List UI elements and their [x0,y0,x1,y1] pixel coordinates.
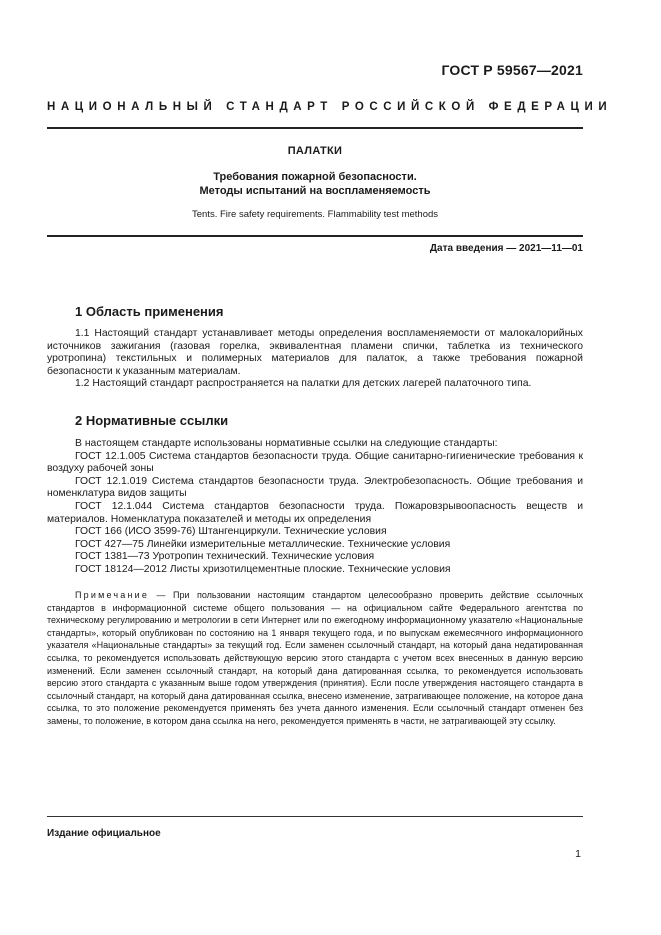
paragraph-1-1: 1.1 Настоящий стандарт устанавливает методы определения воспламеняемости от малокалорийных источников зажигания (газовая горелка, эквивалентная пламени спички, таблетка из технического уротропина) текстильных и полимерных материалов для палаток, а также требования пожарной безопасности к указанным материалам. [47,328,583,377]
section-2-heading: 2 Нормативные ссылки [75,413,229,428]
english-title: Tents. Fire safety requirements. Flammability test methods [191,209,439,220]
subtitle-line-1: Требования пожарной безопасности. [213,171,417,183]
page-number: 1 [575,848,581,860]
paragraph-1-2: 1.2 Настоящий стандарт распространяется на палатки для детских лагерей палаточного типа. [75,378,532,390]
national-standard-heading: НАЦИОНАЛЬНЫЙ СТАНДАРТ РОССИЙСКОЙ ФЕДЕРАЦИИ [47,101,613,113]
footer-rule [47,816,583,817]
references-intro: В настоящем стандарте использованы нормативные ссылки на следующие стандарты: [75,438,498,449]
top-rule [47,127,583,129]
title-rule [47,235,583,237]
reference-item: ГОСТ 166 (ИСО 3599-76) Штангенциркули. Технические условия [75,526,387,538]
reference-item: ГОСТ 12.1.044 Система стандартов безопасности труда. Пожаровзрывоопасность веществ и материалов. Номенклатура показателей и методы их определения [47,500,583,525]
note-text: — При пользовании настоящим стандартом целесообразно проверить действие ссылочных стандартов в информационной системе общего пользования — на официальном сайте Федерального агентства по техническому регулированию и метрологии в сети Интернет или по ежегодному информационному указателю «Национальные стандарты», который опубликован по состоянию на 1 января текущего года, и по выпускам ежемесячного информационного указателя «Национальные стандарты» за текущий год. Если заменен ссылочный стандарт, на который дана недатированная ссылка, то рекомендуется использовать действующую версию этого стандарта с учетом всех внесенных в данную версию изменений. Если заменен ссылочный стандарт, на который дана датированная ссылка, то рекомендуется использовать версию этого стандарта с указанным выше годом утверждения (принятия). Если после утверждения настоящего стандарта в ссылочный стандарт, на который дана датированная ссылка, внесено изменение, затрагивающее положение, на которое дана ссылка, то это положение рекомендуется применять без учета данного изменения. Если ссылочный стандарт отменен без замены, то положение, в котором дана ссылка на него, рекомендуется применять в части, не затрагивающей эту ссылку. [47,590,583,726]
document-number: ГОСТ Р 59567—2021 [441,62,583,78]
introduction-date: Дата введения — 2021—11—01 [429,243,583,254]
reference-item: ГОСТ 427—75 Линейки измерительные металлические. Технические условия [75,538,451,550]
section-1-heading: 1 Область применения [75,304,224,319]
document-subtitle [47,170,583,198]
reference-item: ГОСТ 18124—2012 Листы хризотилцементные плоские. Технические условия [75,563,451,575]
subtitle-line-2: Методы испытаний на воспламеняемость [199,185,431,197]
reference-item: ГОСТ 1381—73 Уротропин технический. Технические условия [75,551,375,563]
note-label: Примечание [75,590,150,600]
document-title: ПАЛАТКИ [287,145,343,157]
section-1-body [47,328,583,391]
section-2-body [47,438,583,577]
note-block [47,589,583,728]
note-paragraph [47,589,583,728]
official-edition-label: Издание официальное [47,828,161,839]
reference-item: ГОСТ 12.1.005 Система стандартов безопасности труда. Общие санитарно-гигиенические требования к воздуху рабочей зоны [47,450,583,475]
reference-item: ГОСТ 12.1.019 Система стандартов безопасности труда. Электробезопасность. Общие требования и номенклатура видов защиты [47,475,583,500]
